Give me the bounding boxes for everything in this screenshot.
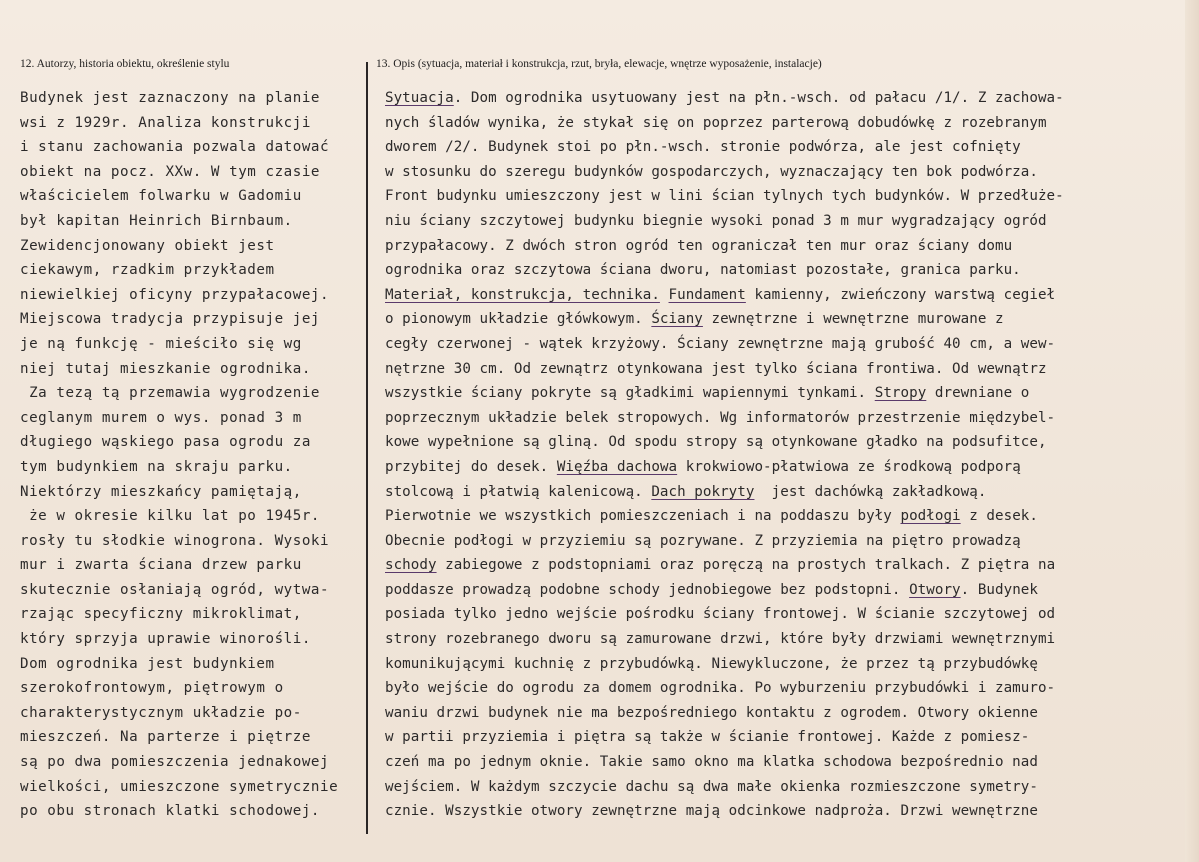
text-segment: komunikującymi kuchnię z przybudówką. Niewykluczone, że przez tą przybudówkę <box>385 655 1038 672</box>
section-12-heading: 12. Autorzy, historia obiektu, określenie stylu <box>20 58 230 70</box>
text-line <box>385 529 1175 554</box>
text-line <box>385 504 1175 529</box>
underlined-heading: Stropy <box>874 385 927 402</box>
column-divider <box>366 62 368 834</box>
text-segment: Pierwotnie we wszystkich pomieszczeniach i na poddaszu były <box>385 508 901 525</box>
text-line <box>385 381 1175 406</box>
text-segment: zabiegowe z podstopniami oraz poręczą na prostych tralkach. Z piętra na <box>436 557 1056 574</box>
text-segment: posiada tylko jedno wejście pośrodku ściany frontowej. W ścianie szczytowej od <box>385 606 1056 623</box>
description-column <box>385 86 1175 824</box>
text-segment: stolcową i płatwią kalenicową. <box>385 483 652 500</box>
text-line: tym budynkiem na skraju parku. <box>20 458 293 475</box>
text-line: Budynek jest zaznaczony na planie <box>20 90 321 106</box>
text-segment: strony rozebranego dworu są zamurowane drzwi, które były drzwiami wewnętrznymi <box>385 631 1056 648</box>
text-segment: krokwiowo-płatwiowa ze środkową podporą <box>677 458 1021 475</box>
underlined-heading: podłogi <box>900 508 961 525</box>
text-line <box>385 234 1175 259</box>
text-line: rosły tu słodkie winogrona. Wysoki <box>20 532 330 549</box>
text-line: szerokofrontowym, piętrowym o <box>20 680 284 697</box>
text-line <box>385 406 1175 431</box>
text-segment: przypałacowy. Z dwóch stron ogród ten ograniczał ten mur oraz ściany domu <box>385 237 1013 254</box>
text-line: Dom ogrodnika jest budynkiem <box>20 655 275 672</box>
text-line: który sprzyja uprawie winorośli. <box>20 631 311 648</box>
underlined-heading: Więźba dachowa <box>556 458 678 475</box>
text-line: Miejscowa tradycja przypisuje jej <box>20 311 321 328</box>
text-segment: nych śladów wynika, że stykał się on poprzez parterową dobudówkę z rozebranym <box>385 114 1047 131</box>
text-line: niej tutaj mieszkanie ogrodnika. <box>20 360 311 377</box>
text-segment: niu ściany szczytowej budynku biegnie wysoki ponad 3 m mur wygradzający ogród <box>385 212 1047 229</box>
underlined-heading: Materiał, konstrukcja, technika. <box>385 286 660 303</box>
text-line <box>385 701 1175 726</box>
text-segment: wejściem. W każdym szczycie dachu są dwa małe okienka rozmieszczone symetry- <box>385 778 1038 795</box>
text-line <box>385 160 1175 185</box>
text-segment: w stosunku do szeregu budynków gospodarczych, wyznaczający ten bok podwórza. <box>385 163 1038 180</box>
text-segment: wszystkie ściany pokryte są gładkimi wapiennymi tynkami. <box>385 385 875 402</box>
text-line <box>385 553 1175 578</box>
text-line <box>385 307 1175 332</box>
text-segment: waniu drzwi budynek nie ma bezpośredniego kontaktu z ogrodem. Otwory okienne <box>385 704 1038 721</box>
text-segment: poprzecznym układzie belek stropowych. Wg informatorów przestrzenie międzybel- <box>385 409 1056 426</box>
text-line: ciekawym, rzadkim przykładem <box>20 262 275 279</box>
text-line <box>385 799 1175 824</box>
text-line: charakterystycznym układzie po- <box>20 704 302 721</box>
text-segment: cznie. Wszystkie otwory zewnętrzne mają odcinkowe nadproża. Drzwi wewnętrzne <box>385 803 1038 820</box>
text-line: Za tezą tą przemawia wygrodzenie <box>20 385 321 402</box>
text-segment: przybitej do desek. <box>385 458 557 475</box>
text-line: je ną funkcję - mieściło się wg <box>20 335 302 352</box>
text-line <box>385 652 1175 677</box>
text-line <box>385 725 1175 750</box>
text-segment: kowe wypełnione są gliną. Od spodu stropy są otynkowane gładko na podsufitce, <box>385 434 1047 451</box>
text-line: rzając specyficzny mikroklimat, <box>20 606 302 623</box>
text-line <box>385 676 1175 701</box>
text-line <box>385 750 1175 775</box>
text-segment: czeń ma po jednym oknie. Takie samo okno ma klatka schodowa bezpośrednio nad <box>385 754 1038 771</box>
underlined-heading: Fundament <box>668 286 746 303</box>
text-line: właścicielem folwarku w Gadomiu <box>20 188 302 205</box>
section-13-heading: 13. Opis (sytuacja, materiał i konstrukcja, rzut, bryła, elewacje, wnętrze wyposażenie, instalacje) <box>376 58 822 70</box>
history-column <box>20 86 360 824</box>
text-line: mieszczeń. Na parterze i piętrze <box>20 729 311 746</box>
page-edge <box>1185 0 1199 862</box>
text-segment <box>660 287 669 303</box>
text-segment: drewniane o <box>926 385 1030 402</box>
text-segment: o pionowym układzie główkowym. <box>385 311 652 328</box>
text-line: wsi z 1929r. Analiza konstrukcji <box>20 114 311 131</box>
text-segment: jest dachówką zakładkową. <box>754 483 987 500</box>
underlined-heading: Otwory <box>909 581 961 598</box>
text-segment: . Dom ogrodnika usytuowany jest na płn.-wsch. od pałacu /1/. Z zachowa- <box>453 90 1064 106</box>
text-segment: ogrodnika oraz szczytowa ściana dworu, natomiast pozostałe, granica parku. <box>385 262 1021 279</box>
text-line <box>385 480 1175 505</box>
text-line: był kapitan Heinrich Birnbaum. <box>20 212 293 229</box>
text-line <box>385 283 1175 308</box>
text-segment: nętrzne 30 cm. Od zewnątrz otynkowana jest tylko ściana frontiwa. Od wewnątrz <box>385 360 1047 377</box>
text-line <box>385 86 1175 111</box>
underlined-heading: schody <box>385 557 437 574</box>
text-line: Niektórzy mieszkańcy pamiętają, <box>20 483 302 500</box>
underlined-heading: Sytuacja <box>385 90 454 106</box>
text-line <box>385 627 1175 652</box>
text-segment: kamienny, zwieńczony warstwą cegieł <box>745 286 1056 303</box>
text-line <box>385 209 1175 234</box>
text-line: niewielkiej oficyny przypałacowej. <box>20 286 330 303</box>
text-line: są po dwa pomieszczenia jednakowej <box>20 754 330 771</box>
text-line: wielkości, umieszczone symetrycznie <box>20 778 339 795</box>
text-line: że w okresie kilku lat po 1945r. <box>20 508 321 525</box>
text-line <box>385 455 1175 480</box>
text-line <box>385 357 1175 382</box>
text-line <box>385 135 1175 160</box>
text-line <box>385 184 1175 209</box>
text-segment: w partii przyziemia i piętra są także w ścianie frontowej. Każde z pomiesz- <box>385 729 1030 746</box>
text-segment: poddasze prowadzą podobne schody jednobiegowe bez podstopni. <box>385 581 910 598</box>
text-line <box>385 111 1175 136</box>
text-line <box>385 578 1175 603</box>
text-segment: z desek. <box>960 508 1038 525</box>
text-line <box>385 430 1175 455</box>
text-line: Zewidencjonowany obiekt jest <box>20 237 275 254</box>
text-segment: Obecnie podłogi w przyziemiu są pozrywane. Z przyziemia na piętro prowadzą <box>385 532 1021 549</box>
underlined-heading: Dach pokryty <box>651 483 755 500</box>
text-line: i stanu zachowania pozwala datować <box>20 139 330 156</box>
text-segment: cegły czerwonej - wątek krzyżowy. Ściany zewnętrzne mają grubość 40 cm, a wew- <box>385 335 1056 352</box>
text-line: mur i zwarta ściana drzew parku <box>20 557 302 574</box>
text-line: ceglanym murem o wys. ponad 3 m <box>20 409 302 426</box>
text-line <box>385 602 1175 627</box>
text-line: obiekt na pocz. XXw. W tym czasie <box>20 163 321 180</box>
text-line <box>385 775 1175 800</box>
text-line: skutecznie osłaniają ogród, wytwa- <box>20 581 330 598</box>
text-segment: dworem /2/. Budynek stoi po płn.-wsch. stronie podwórza, ale jest cofnięty <box>385 139 1021 156</box>
text-segment: było wejście do ogrodu za domem ogrodnika. Po wyburzeniu przybudówki i zamuro- <box>385 680 1056 697</box>
text-line: po obu stronach klatki schodowej. <box>20 803 321 820</box>
text-segment: zewnętrzne i wewnętrzne murowane z <box>702 311 1004 328</box>
text-line: długiego wąskiego pasa ogrodu za <box>20 434 311 451</box>
underlined-heading: Ściany <box>651 311 703 328</box>
text-segment: . Budynek <box>960 581 1038 598</box>
text-line <box>385 258 1175 283</box>
text-segment: Front budynku umieszczony jest w lini ścian tylnych tych budynków. W przedłuże- <box>385 188 1064 205</box>
text-line <box>385 332 1175 357</box>
